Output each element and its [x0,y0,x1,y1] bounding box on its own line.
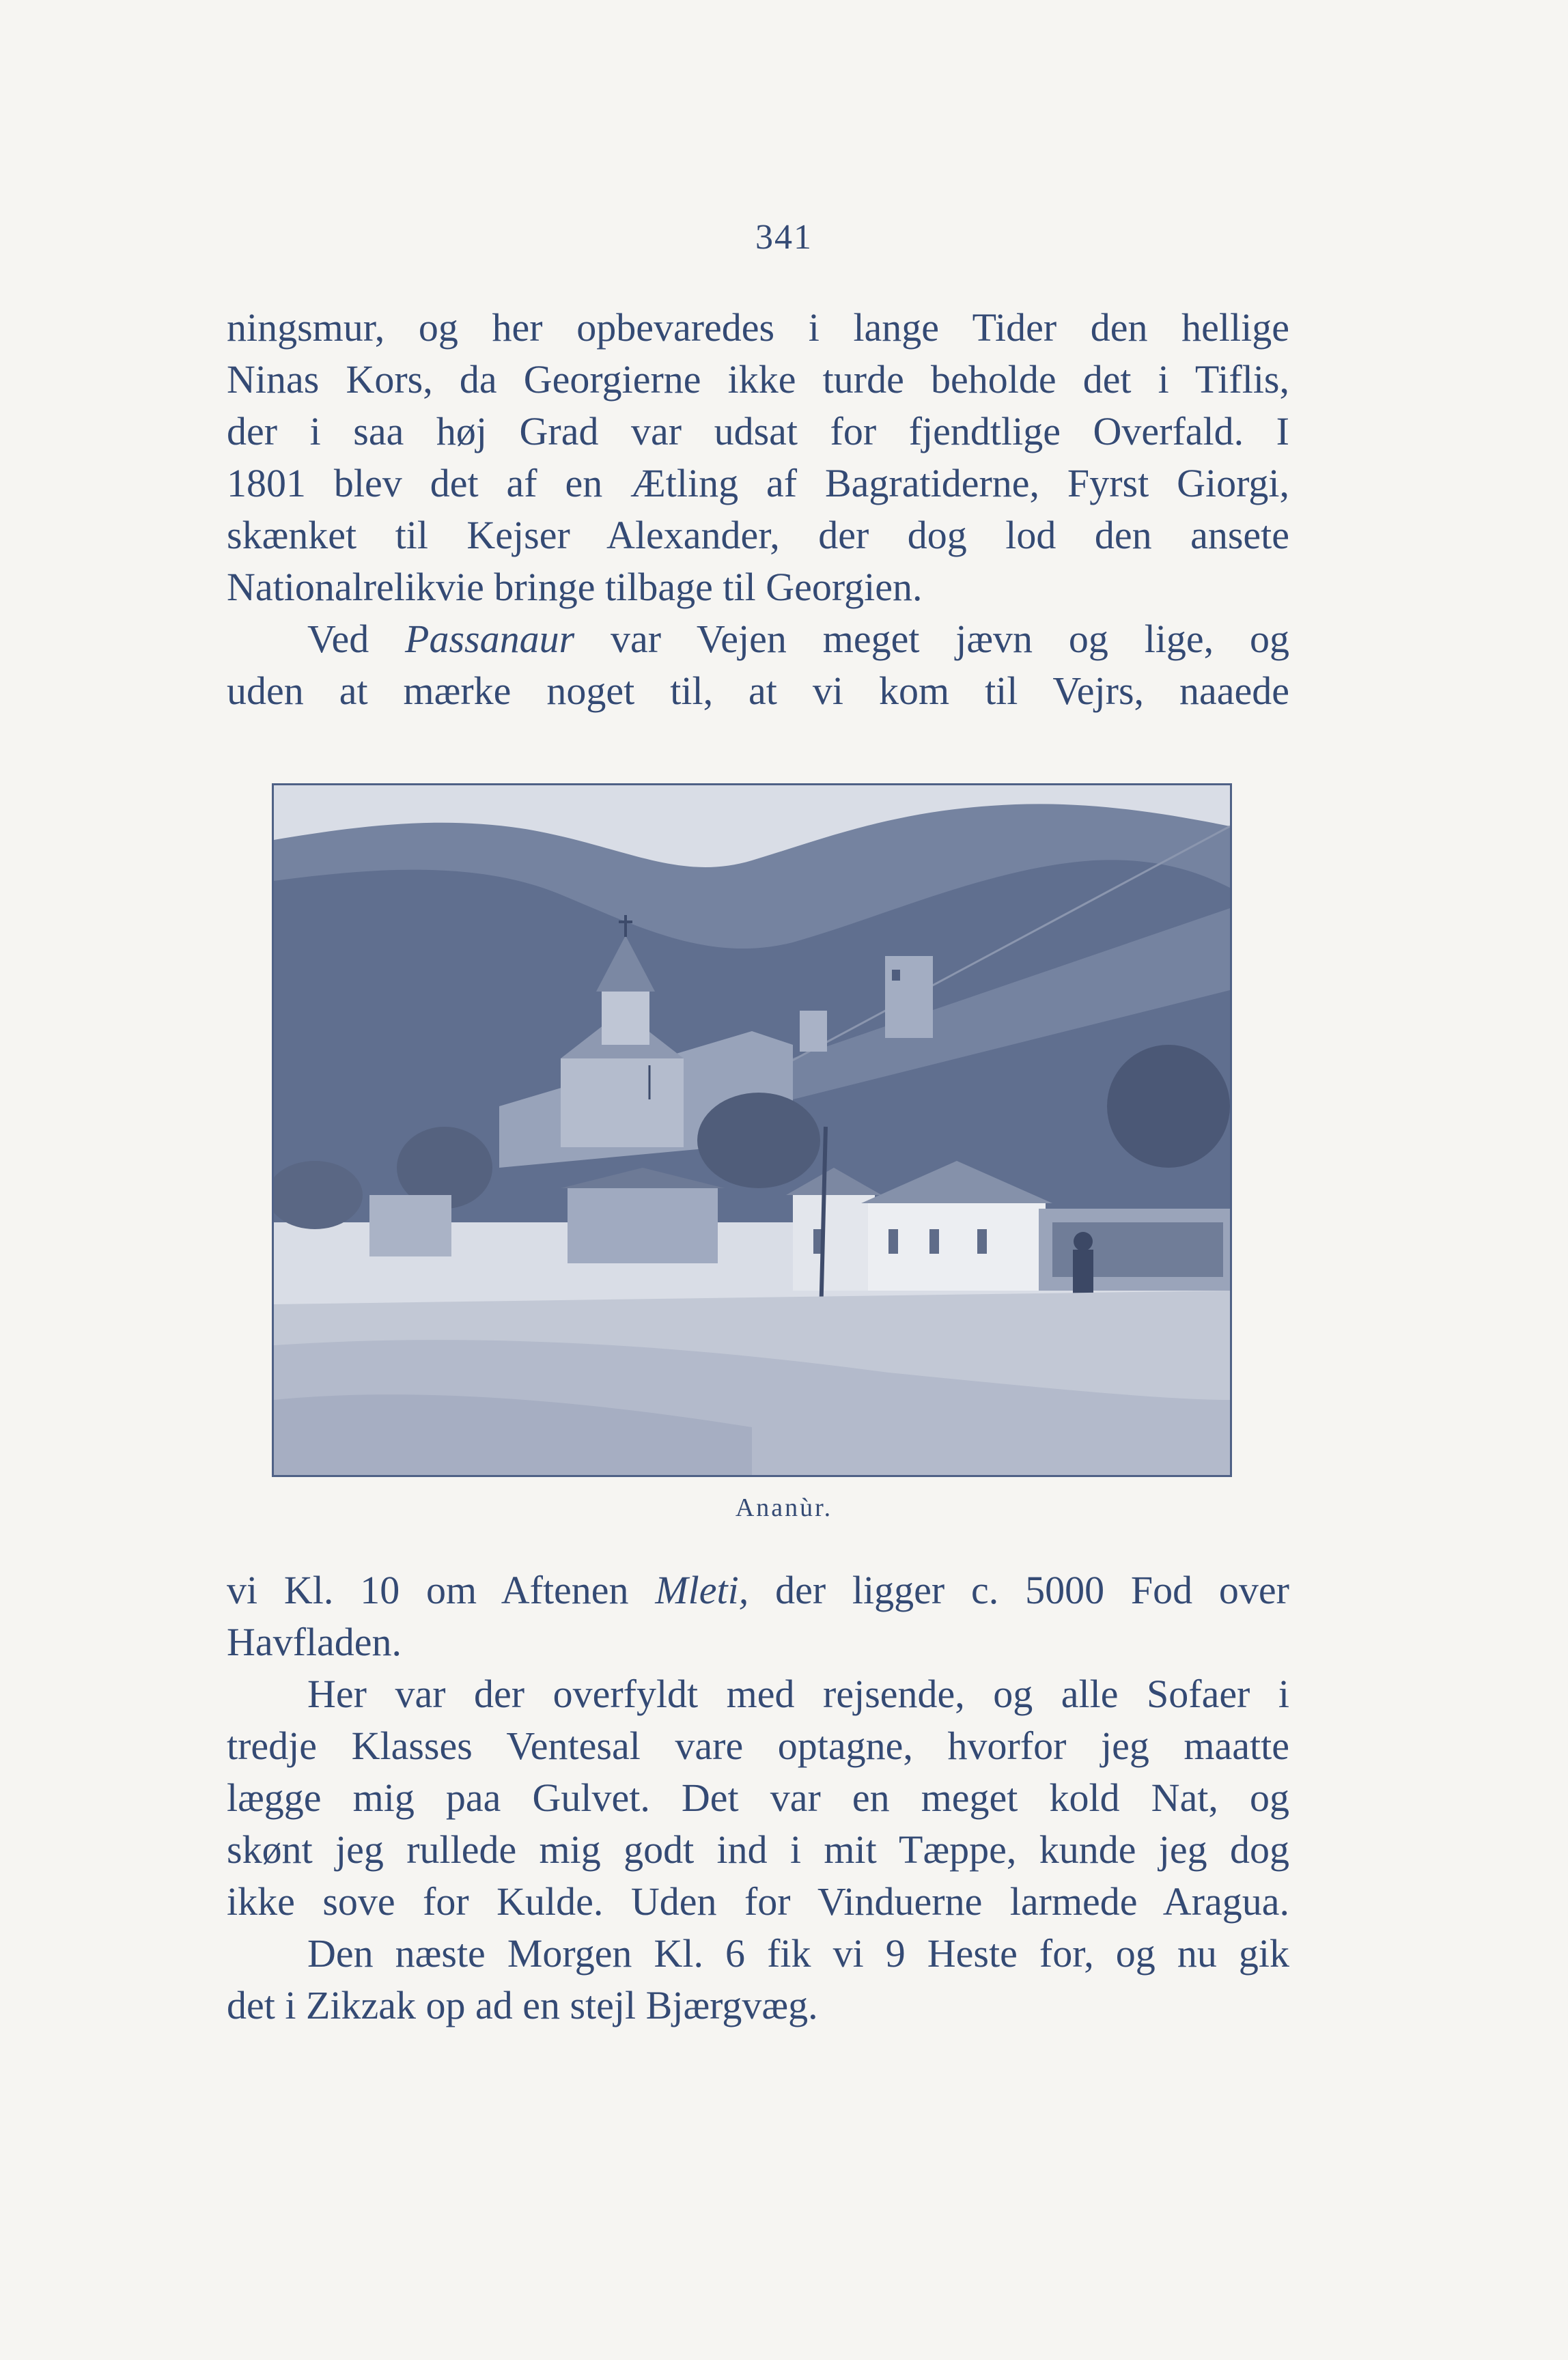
text-line [227,1564,1289,1616]
text-segment: Ved [307,617,406,661]
italic-place-name: Mleti, [655,1568,749,1612]
text-line: der i saa høj Grad var udsat for fjendtlige Overfald. I [227,409,1289,453]
text-line: lægge mig paa Gulvet. Det var en meget kold Nat, og [227,1775,1289,1820]
text-line: Nationalrelikvie bringe tilbage til Georgien. [227,565,923,609]
figure-photograph [272,783,1232,1477]
text-segment: der ligger c. 5000 Fod over [748,1568,1289,1612]
text-line: ikke sove for Kulde. Uden for Vinduerne larmede Aragua. [227,1879,1289,1924]
text-line: Her var der overfyldt med rejsende, og alle Sofaer i [307,1672,1289,1716]
page-number: 341 [755,218,813,257]
text-segment: var Vejen meget jævn og lige, og [574,617,1289,661]
text-line: Den næste Morgen Kl. 6 fik vi 9 Heste for, og nu gik [307,1931,1289,1976]
text-line: skænket til Kejser Alexander, der dog lod den ansete [227,513,1289,557]
text-line: skønt jeg rullede mig godt ind i mit Tæppe, kunde jeg dog [227,1827,1289,1872]
figure-caption: Ananùr. [735,1493,833,1522]
text-line: 1801 blev det af en Ætling af Bagratiderne, Fyrst Giorgi, [227,461,1289,505]
text-line: uden at mærke noget til, at vi kom til Vejrs, naaede [227,669,1289,713]
text-block-top [227,302,1289,717]
text-line: Havfladen. [227,1620,402,1664]
text-block-bottom [227,1564,1289,2032]
text-line: Ninas Kors, da Georgierne ikke turde beholde det i Tiflis, [227,357,1289,402]
text-line: ningsmur, og her opbevaredes i lange Tider den hellige [227,305,1289,350]
text-line: tredje Klasses Ventesal vare optagne, hvorfor jeg maatte [227,1724,1289,1768]
text-segment: vi Kl. 10 om Aftenen [227,1568,656,1612]
italic-place-name: Passanaur [405,617,575,661]
photograph-ananur [274,785,1230,1475]
text-line: det i Zikzak op ad en stejl Bjærgvæg. [227,1983,818,2027]
text-line [227,613,1289,665]
